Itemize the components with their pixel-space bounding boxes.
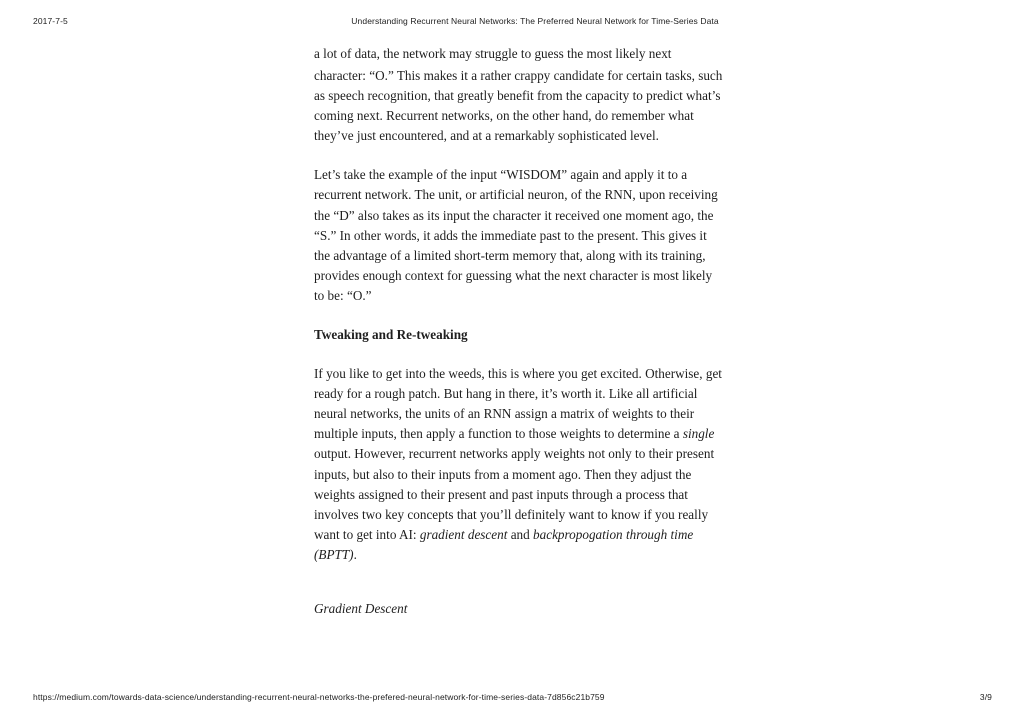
page-number: 3/9	[979, 692, 992, 702]
paragraph-3-text-4: .	[353, 546, 357, 562]
emphasis-bptt: backpropogation through time (BPTT)	[314, 526, 694, 562]
emphasis-single: single	[682, 426, 715, 442]
paragraph-3-text-3: and	[507, 526, 534, 542]
print-url: https://medium.com/towards-data-science/understanding-recurrent-neural-networks-the-prefered-neural-network-for-time-series-data-7d856c21b759	[33, 692, 605, 702]
print-footer	[0, 692, 1024, 706]
cut-off-text-line	[314, 46, 724, 66]
paragraph-1: character: “O.” This makes it a rather crappy candidate for certain tasks, such as speech recognition, that greatly benefit from the capacity to predict what’s coming next. Recurrent networks, on the other hand, do remember what they’ve just encountered, and at a remarkably sophisticated level.	[314, 68, 723, 144]
paragraph-3-text-2: output. However, recurrent networks apply weights not only to their present inputs, but also to their inputs from a moment ago. Then they adjust the weights assigned to their present and past inputs through a process that involves two key concepts that you’ll definitely want to know if you really want to get into AI:	[314, 446, 715, 542]
article-body	[314, 46, 724, 619]
paragraph-3-text-1: If you like to get into the weeds, this is where you get excited. Otherwise, get ready for a rough patch. But hang in there, it’s worth it. Like all artificial neural networks, the units of an RNN assign a matrix of weights to their multiple inputs, then apply a function to those weights to determine a	[314, 366, 722, 442]
emphasis-gradient-descent: gradient descent	[419, 526, 508, 542]
section-heading-tweaking: Tweaking and Re-tweaking	[314, 327, 468, 343]
paragraph-3	[314, 364, 724, 565]
section-heading-gradient-descent: Gradient Descent	[314, 600, 408, 616]
paragraph-2: Let’s take the example of the input “WISDOM” again and apply it to a recurrent network. The unit, or artificial neuron, of the RNN, upon receiving the “D” also takes as its input the character it received one moment ago, the “S.” In other words, it adds the immediate past to the present. This gives it the advantage of a limited short-term memory that, along with its training, provides enough context for guessing what the next character is most likely to be: “O.”	[314, 167, 718, 303]
print-date: 2017-7-5	[33, 16, 68, 26]
print-header	[0, 16, 1024, 30]
print-page-title: Understanding Recurrent Neural Networks: The Preferred Neural Network for Time-Series Data	[351, 16, 719, 26]
cut-off-text: a lot of data, the network may struggle to guess the most likely next	[314, 46, 672, 61]
